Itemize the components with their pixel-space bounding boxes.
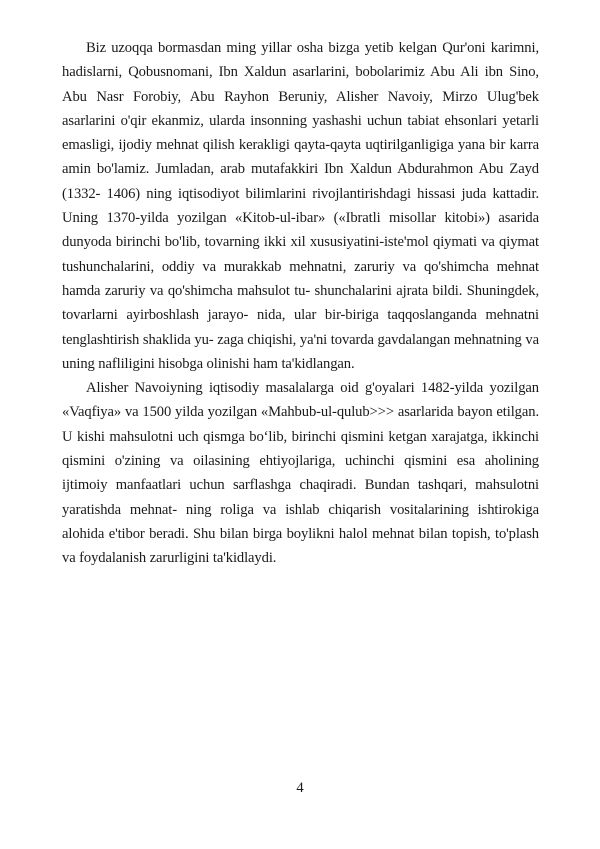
paragraph-ibn-xaldun: Biz uzoqqa bormasdan ming yillar osha bizga yetib kelgan Qur'oni karimni, hadislarni, Qobusnomani, Ibn Xaldun asarlarini, bobolarimiz Abu Ali ibn Sino, Abu Nasr Forobiy, Abu Rayhon Beruniy, Alisher Navoiy, Mirzo Ulug'bek asarlarini o'qir ekanmiz, ularda insonning yashashi uchun tabiat ehsonlari yetarli emasligi, ijodiy mehnat qilish kerakligi qayta-qayta uqtirilganligiga yana bir karra amin bo'lamiz. Jumladan, arab mutafakkiri Ibn Xaldun Abdurahmon Abu Zayd (1332- 1406) ning iqtisodiyot bilimlarini rivojlantirishdagi hissasi juda kattadir. Uning 1370-yilda yozilgan «Kitob-ul-ibar» («Ibratli misollar kitobi») asarida dunyoda birinchi bo'lib, tovarning ikki xil xususiyatini-iste'mol qiymati va qiymat tushunchalarini, oddiy va murakkab mehnatni, zaruriy va qo'shimcha mehnat hamda zaruriy va qo'shimcha mahsulot tu- shunchalarini ajrata bildi. Shuningdek, tovarlarni ayirboshlash jarayo- nida, ular bir-biriga taqqoslanganda mehnatni tenglashtirish shaklida yu- zaga chiqishi, ya'ni tovarda gavdalangan mehnatning va uning nafliligini hisobga olinishi ham ta'kidlangan. xyxy=(62,40,539,372)
page-number: 4 xyxy=(296,780,304,796)
paragraph-navoiy: Alisher Navoiyning iqtisodiy masalalarga oid g'oyalari 1482-yilda yozilgan «Vaqfiya» va 1500 yilda yozilgan «Mahbub-ul-qulub>>> asarlarida bayon etilgan. U kishi mahsulotni uch qismga bo‘lib, birinchi qismini ketgan xarajatga, ikkinchi qismini o'zining va oilasining ehtiyojlariga, uchinchi qismini esa aholining ijtimoiy manfaatlari uchun sarflashga chaqiradi. Bundan tashqari, mahsulotni yaratishda mehnat- ning roliga va ishlab chiqarish vositalarining ishtirokiga alohida e'tibor beradi. Shu bilan birga boylikni halol mehnat bilan topish, to'plash va foydalanish zarurligini ta'kidlaydi. xyxy=(62,380,539,567)
text-body xyxy=(62,36,539,571)
